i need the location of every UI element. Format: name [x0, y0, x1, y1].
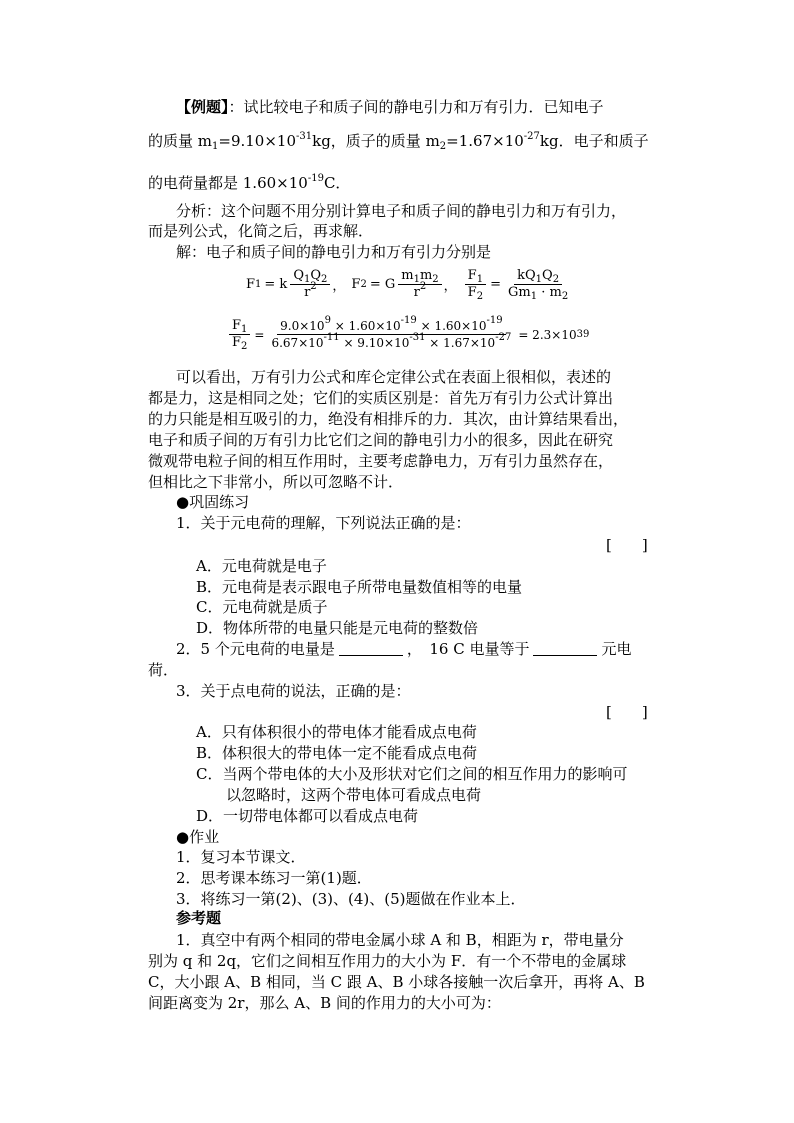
practice-heading: ●巩固练习 — [176, 493, 250, 511]
answer-bracket-q1: [ ] — [606, 536, 648, 554]
fraction-gravity — [398, 268, 441, 301]
example-line-1 — [176, 97, 604, 117]
q3-option-a: A．只有体积很小的带电体才能看成点电荷 — [196, 723, 477, 741]
subscript: 1 — [303, 274, 311, 285]
math-operator: = — [254, 327, 265, 342]
q1-option-b: B．元电荷是表示跟电子所带电量数值相等的电量 — [196, 578, 523, 596]
fill-blank-1 — [339, 641, 403, 656]
subscript: 2 — [561, 291, 569, 302]
subscript: 1 — [241, 324, 248, 335]
formula-force-definitions: F 1 = k $\frac{Q_1Q_2}{r^2}$ ， F 2 = G $\frac{m_1m_2}{r^2}$ ， $\frac{F_1}{F_2}$ = $\frac{kQ_1Q_2}{Gm_1 \cdot m_2}$ — [246, 268, 571, 301]
math-operator: = — [490, 277, 501, 292]
math-symbol: Q — [542, 268, 553, 283]
subscript: 2 — [241, 341, 248, 352]
subscript: 2 — [432, 274, 439, 285]
separator: ， — [332, 279, 346, 294]
math-term: 6.67×10 — [271, 336, 324, 350]
discussion-line-6: 但相比之下非常小，所以可忽略不计． — [148, 473, 404, 491]
discussion-line-1: 可以看出，万有引力公式和库仑定律公式在表面上很相似，表述的 — [176, 368, 612, 386]
question-3: 3．关于点电荷的说法，正确的是： — [176, 682, 411, 700]
text-value: =1.67×10 — [446, 132, 524, 150]
subscript: 1 — [212, 141, 219, 152]
reference-line-2: 别为 q 和 2q，它们之间相互作用力的大小为 F．有一个不带电的金属球 — [148, 952, 627, 970]
math-operator: = k — [264, 277, 288, 292]
math-term: × 9.10×10 — [339, 336, 410, 350]
exponent: -27 — [495, 332, 512, 343]
exponent: -27 — [523, 131, 540, 142]
exponent: -19 — [307, 173, 324, 184]
exponent: 9 — [324, 315, 331, 326]
example-line-1-text: ：试比较电子和质子间的静电引力和万有引力．已知电子 — [228, 98, 604, 116]
q3-option-c-cont: 以忽略时，这两个带电体可看成点电荷 — [226, 786, 482, 804]
q3-option-b: B．体积很大的带电体一定不能看成点电荷 — [196, 744, 478, 762]
math-term: 9.0×10 — [280, 319, 325, 333]
subscript: 1 — [535, 274, 543, 285]
question-2-part-1: 2．5 个元电荷的电量是 — [176, 640, 335, 658]
subscript: 1 — [476, 274, 484, 285]
math-symbol: kQ — [517, 268, 536, 283]
text-tail: kg．电子和质子 — [539, 132, 649, 150]
math-symbol: Gm — [507, 285, 531, 300]
q3-option-c: C．当两个带电体的大小及形状对它们之间的相互作用力的影响可 — [196, 765, 628, 783]
math-symbol: Q — [310, 268, 322, 283]
exponent: 2 — [419, 281, 427, 292]
q1-option-d: D．物体所带的电量只能是元电荷的整数倍 — [196, 619, 479, 637]
discussion-line-3: 的力只能是相互吸引的力，绝没有相排斥的力．其次，由计算结果看出， — [148, 410, 629, 428]
text-unit: C． — [323, 174, 351, 192]
math-operator: = G — [369, 277, 396, 292]
math-symbol: F — [232, 318, 242, 333]
math-symbol: F — [467, 268, 477, 283]
reference-line-1: 1．真空中有两个相同的带电金属小球 A 和 B，相距为 r，带电量分 — [176, 931, 624, 949]
question-1: 1．关于元电荷的理解，下列说法正确的是： — [176, 514, 471, 532]
fraction-coulomb — [290, 268, 330, 301]
discussion-line-4: 电子和质子间的万有引力比它们之间的静电引力小的很多，因此在研究 — [148, 431, 614, 449]
text-charge: 的电荷量都是 1.60×10 — [148, 174, 308, 192]
analysis-line-1: 分析：这个问题不用分别计算电子和质子间的静电引力和万有引力， — [176, 202, 627, 220]
text-mass-label: 的质量 m — [148, 132, 212, 150]
fraction-ratio-lhs — [465, 268, 486, 301]
question-2-cont: 荷． — [148, 661, 179, 679]
homework-item-2: 2．思考课本练习一第(1)题． — [176, 869, 372, 887]
math-symbol: · m — [537, 285, 562, 300]
math-symbol: m — [419, 268, 433, 283]
fraction-numeric — [268, 315, 514, 351]
subscript: 1 — [413, 274, 420, 285]
subscript: 1 — [530, 291, 538, 302]
example-heading: 【例题】 — [176, 98, 229, 116]
fraction-ratio-rhs — [505, 268, 571, 301]
fill-blank-2 — [533, 641, 597, 656]
text-mass-label: kg，质子的质量 m — [312, 132, 440, 150]
math-symbol: r — [413, 285, 420, 300]
subscript: 2 — [552, 274, 560, 285]
homework-item-3: 3．将练习一第(2)、(3)、(4)、(5)题做在作业本上． — [176, 890, 526, 908]
subscript: 2 — [321, 274, 328, 285]
question-2 — [176, 639, 631, 659]
exponent: -19 — [400, 315, 417, 326]
discussion-line-5: 微观带电粒子间的相互作用时，主要考虑静电力，万有引力虽然存在， — [148, 452, 614, 470]
math-result: = 2.3×10 — [518, 327, 577, 342]
exponent: -31 — [409, 332, 426, 343]
q1-option-c: C．元电荷就是质子 — [196, 598, 328, 616]
subscript: 2 — [476, 291, 484, 302]
math-symbol: F — [246, 277, 256, 292]
solution-line-1: 解：电子和质子间的静电引力和万有引力分别是 — [176, 243, 492, 261]
reference-line-3: C，大小跟 A、B 相同，当 C 跟 A、B 小球各接触一次后拿开，再将 A、B — [148, 973, 645, 991]
fraction-ratio-lhs — [229, 318, 250, 351]
text-value: =9.10×10 — [218, 132, 296, 150]
q1-option-a: A．元电荷就是电子 — [196, 557, 327, 575]
math-symbol: m — [401, 268, 414, 283]
math-symbol: Q — [293, 268, 304, 283]
answer-bracket-q3: [ ] — [606, 703, 648, 721]
exponent: -31 — [296, 131, 313, 142]
separator: ， — [443, 279, 457, 294]
math-term: × 1.60×10 — [416, 319, 487, 333]
math-symbol: F — [467, 285, 477, 300]
question-2-part-3: 元电 — [601, 640, 632, 658]
discussion-line-2: 都是力，这是相同之处；它们的实质区别是：首先万有引力公式计算出 — [148, 389, 614, 407]
reference-heading: 参考题 — [176, 909, 222, 927]
exponent: -19 — [486, 315, 503, 326]
exponent: 2 — [310, 281, 317, 292]
math-term: × 1.67×10 — [425, 336, 496, 350]
math-symbol: F — [351, 277, 361, 292]
homework-heading: ●作业 — [176, 828, 220, 846]
q3-option-d: D．一切带电体都可以看成点电荷 — [196, 807, 419, 825]
subscript: 2 — [439, 141, 447, 152]
math-symbol: F — [232, 335, 242, 350]
reference-line-4: 间距离变为 2r，那么 A、B 间的作用力的大小可为： — [148, 994, 501, 1012]
exponent: -11 — [323, 332, 340, 343]
example-line-2 — [148, 131, 649, 151]
analysis-line-2: 而是列公式，化简之后，再求解． — [148, 222, 374, 240]
example-line-3 — [148, 173, 350, 193]
homework-item-1: 1．复习本节课文． — [176, 848, 306, 866]
math-term: × 1.60×10 — [330, 319, 401, 333]
math-symbol: r — [304, 285, 311, 300]
question-2-part-2: ， 16 C 电量等于 — [406, 640, 530, 658]
formula-ratio-calculation: $\frac{F_1}{F_2}$ = $\frac{9.0\times 10^9 \times 1.60\times 10^{-19} \times 1.60\times 10^{-19}}{6.67\times 10^{-11} \times 9.10\times 10^{-31} \times 1.67\times 10^{-27}}$ = 2.3×10 39 — [229, 318, 589, 351]
